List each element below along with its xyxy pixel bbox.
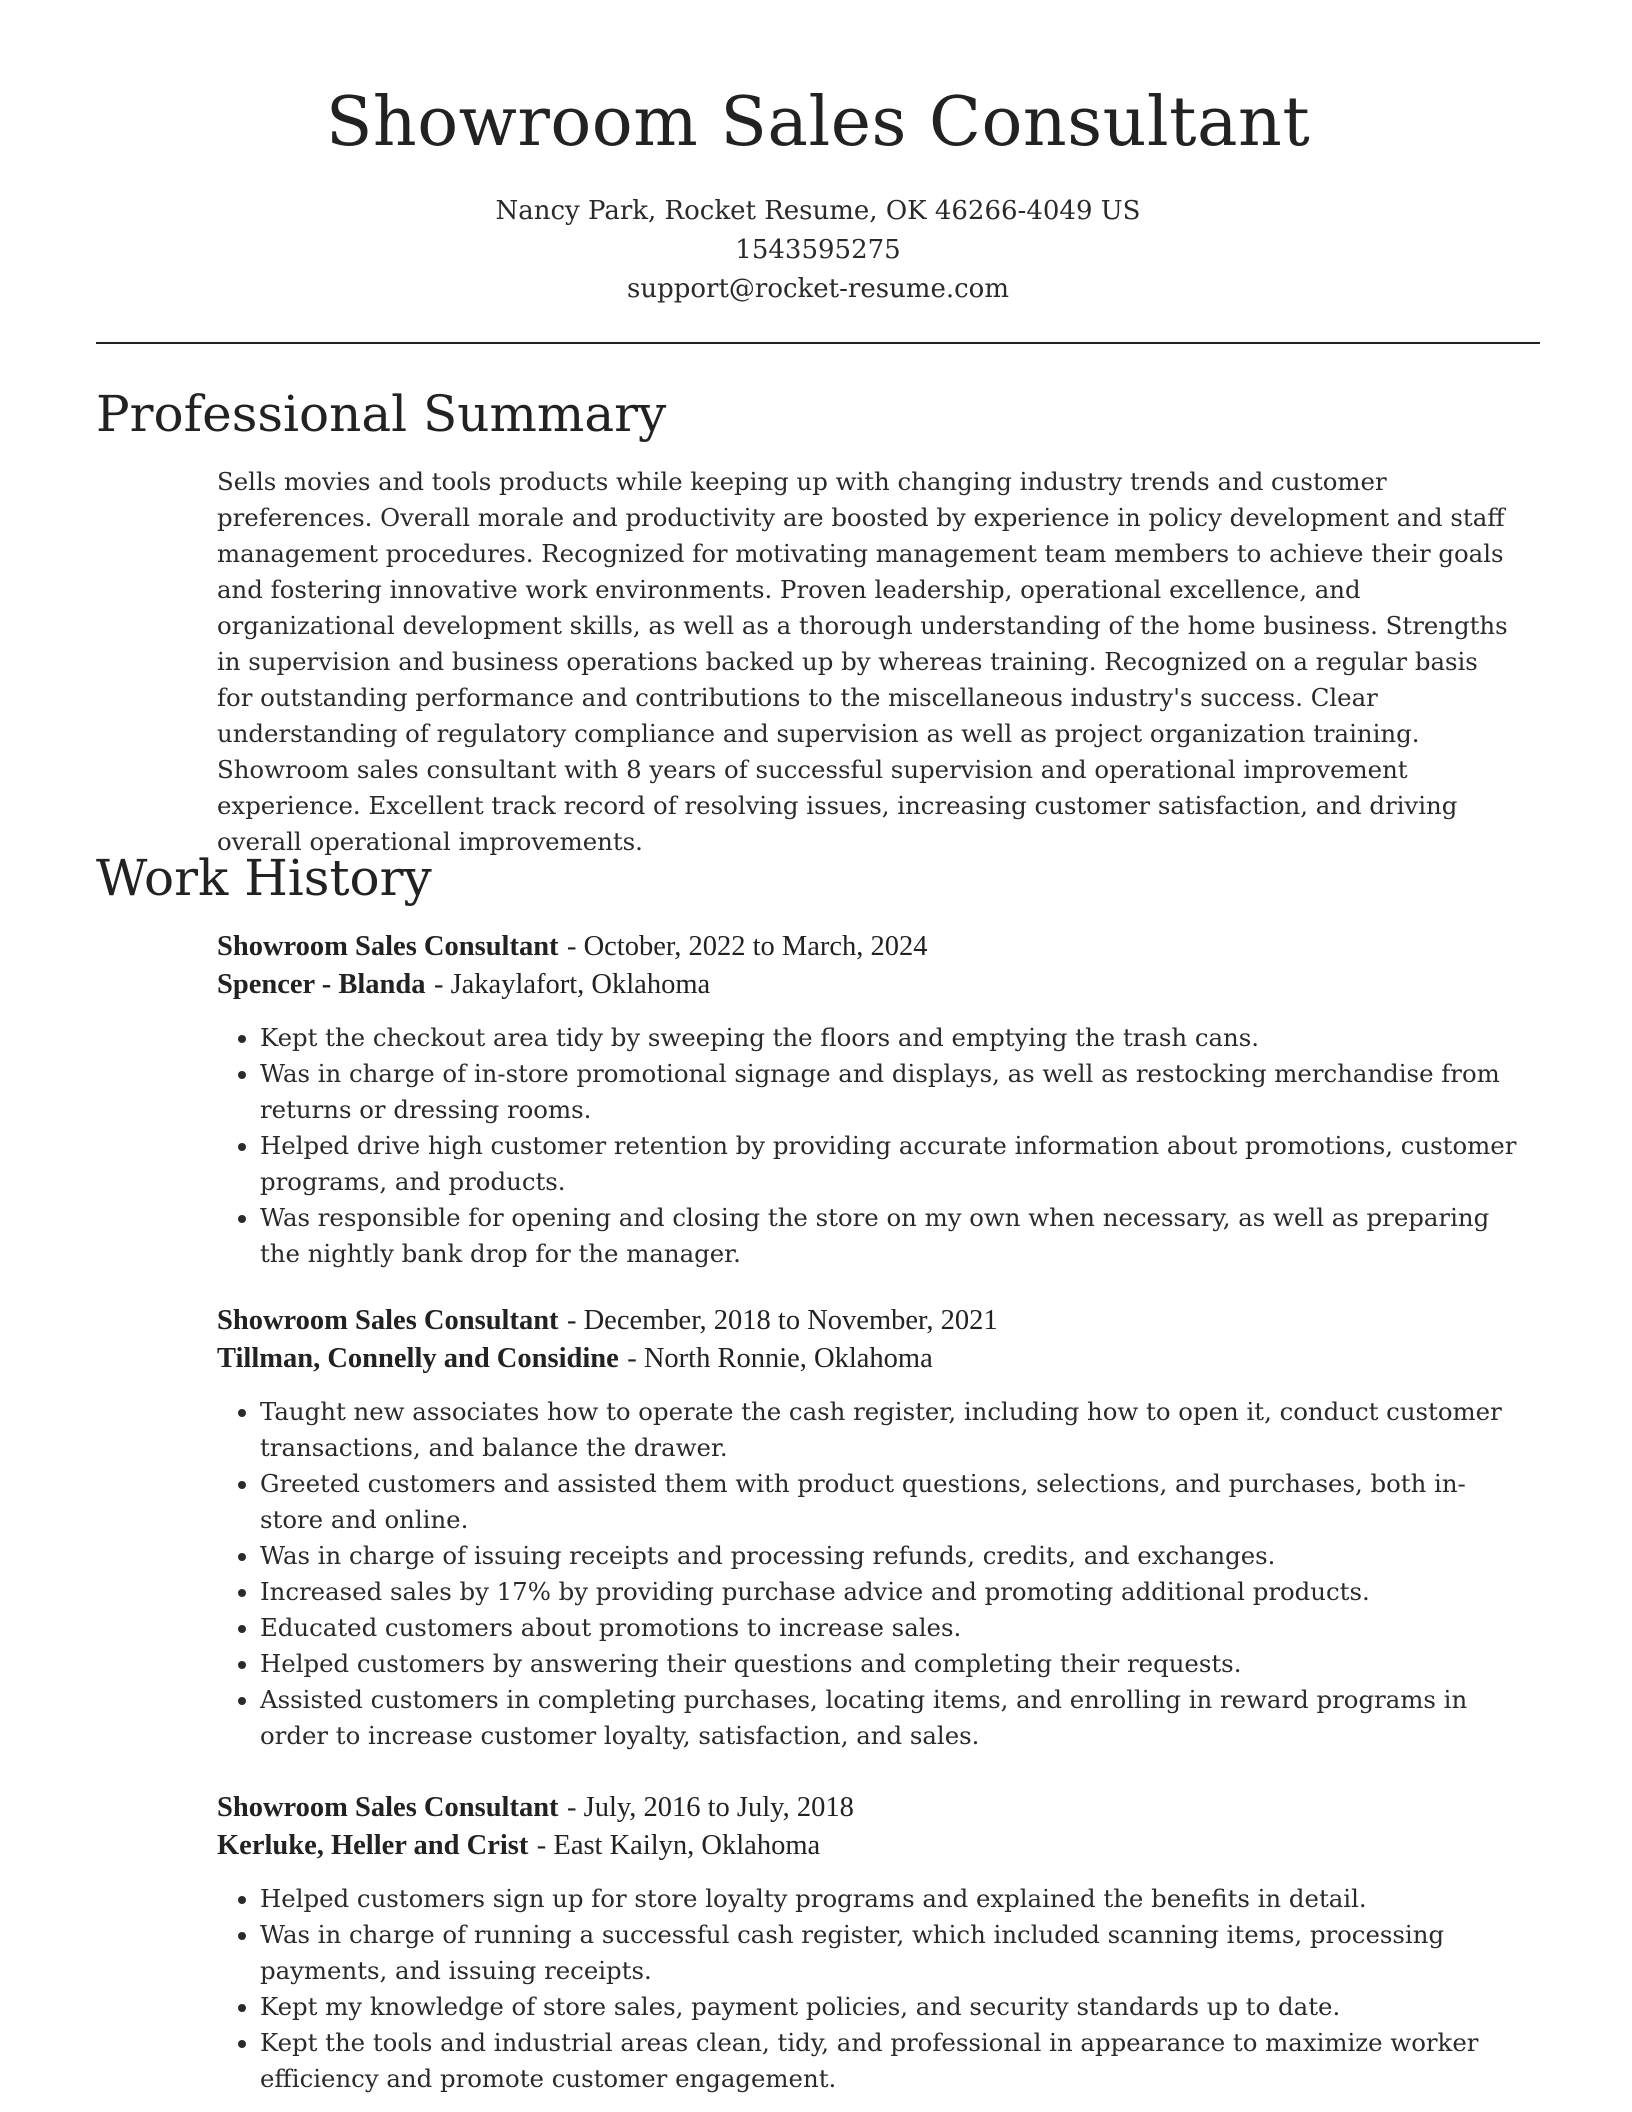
summary-heading: Professional Summary — [96, 385, 667, 443]
job-title-line — [217, 1302, 1527, 1340]
header-divider — [96, 342, 1540, 344]
job-bullet: • Increased sales by 17% by providing purchase advice and promoting additional products. — [260, 1574, 1527, 1610]
job-dates: - October, 2022 to March, 2024 — [566, 931, 928, 962]
job-bullet: • Kept the tools and industrial areas clean, tidy, and professional in appearance to maximize worker efficiency and promote customer engagement. — [260, 2025, 1527, 2097]
job-title-line — [217, 928, 1527, 966]
job-entry — [217, 1302, 1527, 1754]
job-bullet: • Was responsible for opening and closing the store on my own when necessary, as well as preparing the nightly bank drop for the manager. — [260, 1200, 1527, 1272]
job-company-line — [217, 1827, 1527, 1865]
summary-text: Sells movies and tools products while keeping up with changing industry trends and customer preferences. Overall morale and productivity are boosted by experience in policy development and staff management procedures. Recognized for motivating management team members to achieve their goals and fostering innovative work environments. Proven leadership, operational excellence, and organizational development skills, as well as a thorough understanding of the home business. Strengths in supervision and business operations backed up by whereas training. Recognized on a regular basis for outstanding performance and contributions to the miscellaneous industry's success. Clear understanding of regulatory compliance and supervision as well as project organization training. Showroom sales consultant with 8 years of successful supervision and operational improvement experience. Excellent track record of resolving issues, increasing customer satisfaction, and driving overall operational improvements. — [217, 467, 1508, 856]
job-entry — [217, 928, 1527, 1272]
job-bullet: • Kept the checkout area tidy by sweeping the floors and emptying the trash cans. — [260, 1020, 1527, 1056]
job-location: - North Ronnie, Oklahoma — [627, 1343, 933, 1374]
contact-address: Nancy Park, Rocket Resume, OK 46266-4049 US — [495, 196, 1141, 226]
job-title: Showroom Sales Consultant — [217, 1792, 559, 1823]
job-location: - East Kailyn, Oklahoma — [536, 1830, 821, 1861]
work-history-heading: Work History — [96, 849, 432, 907]
job-bullets — [217, 1394, 1527, 1754]
job-bullets — [217, 1020, 1527, 1272]
job-dates: - December, 2018 to November, 2021 — [566, 1305, 998, 1336]
job-bullet: • Helped customers sign up for store loyalty programs and explained the benefits in detail. — [260, 1881, 1527, 1917]
job-location: - Jakaylafort, Oklahoma — [433, 969, 711, 1000]
job-title: Showroom Sales Consultant — [217, 931, 559, 962]
job-company: Spencer - Blanda — [217, 969, 426, 1000]
job-dates: - July, 2016 to July, 2018 — [566, 1792, 854, 1823]
contact-email: support@rocket-resume.com — [626, 274, 1009, 304]
job-bullet: • Greeted customers and assisted them with product questions, selections, and purchases, both in-store and online. — [260, 1466, 1527, 1538]
job-bullet: • Was in charge of running a successful cash register, which included scanning items, processing payments, and issuing receipts. — [260, 1917, 1527, 1989]
job-company: Tillman, Connelly and Considine — [217, 1343, 619, 1374]
contact-phone: 1543595275 — [735, 235, 901, 265]
job-title: Showroom Sales Consultant — [217, 1305, 559, 1336]
resume-title: Showroom Sales Consultant — [325, 83, 1311, 162]
job-bullet: • Educated customers about promotions to increase sales. — [260, 1610, 1527, 1646]
job-entry — [217, 1789, 1527, 2097]
job-company-line — [217, 1340, 1527, 1378]
job-title-line — [217, 1789, 1527, 1827]
job-bullet: • Helped drive high customer retention by providing accurate information about promotions, customer programs, and products. — [260, 1128, 1527, 1200]
job-bullet: • Assisted customers in completing purchases, locating items, and enrolling in reward programs in order to increase customer loyalty, satisfaction, and sales. — [260, 1682, 1527, 1754]
job-bullet: • Helped customers by answering their questions and completing their requests. — [260, 1646, 1527, 1682]
job-bullet: • Was in charge of issuing receipts and processing refunds, credits, and exchanges. — [260, 1538, 1527, 1574]
job-bullet: • Taught new associates how to operate the cash register, including how to open it, conduct customer transactions, and balance the drawer. — [260, 1394, 1527, 1466]
job-company: Kerluke, Heller and Crist — [217, 1830, 529, 1861]
job-bullets — [217, 1881, 1527, 2097]
job-bullet: • Was in charge of in-store promotional signage and displays, as well as restocking merchandise from returns or dressing rooms. — [260, 1056, 1527, 1128]
job-bullet: • Kept my knowledge of store sales, payment policies, and security standards up to date. — [260, 1989, 1527, 2025]
job-company-line — [217, 966, 1527, 1004]
contact-block — [96, 192, 1540, 309]
